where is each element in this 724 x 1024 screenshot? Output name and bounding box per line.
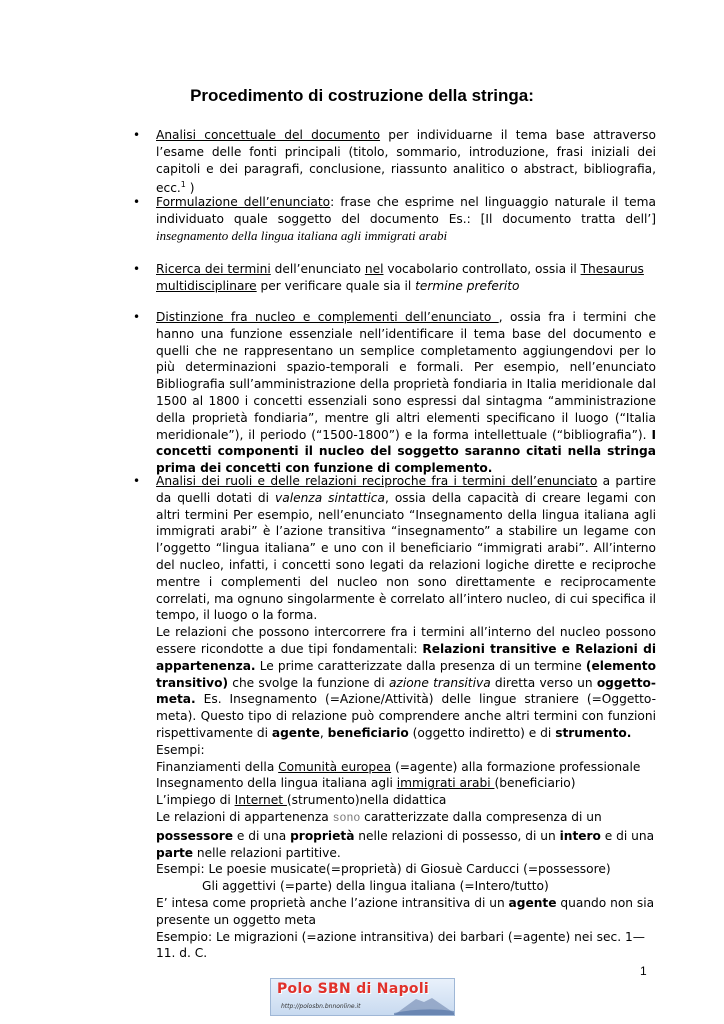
para-text: diretta verso un [490,675,597,690]
bullet: • [133,262,141,276]
example-text: Finanziamenti della [156,759,279,774]
logo-url: http://polosbn.bnnonline.it [281,1003,361,1010]
para-text: nelle relazioni di possesso, di un [354,828,560,843]
item-heading: Ricerca dei termini [156,262,271,276]
item-underlined-word: nel [364,262,384,276]
item-text: per individuarne il tema base attraverso l’esame delle fonti principali (titolo, sommario, introduzione, frasi iniziali dei capitoli e dei paragrafi, conclusione, riassunto analitico o abstract, bibliografia, ecc. [156,128,656,196]
item-text: , ossia fra i termini che hanno una funzione essenziale nell’identificare il tema base del documento e quelli che ne rappresentano un semplice completamento aggiungendovi per lo più determinazioni spazio-temporali e formali. Per esempio, nell’enunciato Bibliografia sull’amministrazione della proprietà fondiaria in Italia meridionale dal 1500 al 1800 i concetti essenziali sono espressi dal sintagma “amministrazione della proprietà fondiaria”, mentre gli altri elementi specificano il luogo (“Italia meridionale”), il periodo (“1500-1800”) e la forma intellettuale (“bibliografia”). [156,310,656,442]
example-text: (beneficiario) [494,776,576,791]
bullet: • [133,474,141,488]
para-text: Es. Insegnamento (=Azione/Attività) delle lingue straniere (=Oggetto-meta). Questo tipo di relazione può comprendere anche altri termini con funzioni rispettivamente di [156,692,656,740]
example-underlined: Internet [234,793,287,808]
para-text: nelle relazioni partitive. [193,845,341,860]
para-bold: parte [156,845,194,860]
item-text: dell’enunciato [270,262,365,276]
para-text: (oggetto indiretto) e di [408,725,556,740]
page-title: Procedimento di costruzione della stringa: [190,86,534,105]
bullet: • [133,310,141,324]
example-underlined: immigrati arabi [396,776,495,791]
example-text: (=agente) alla formazione professionale [391,759,641,774]
para-text: , [319,725,328,740]
footnote-ref: 1 [180,180,186,190]
item-italic: termine preferito [415,278,520,293]
list-item-distinzione [156,309,656,477]
example-line: Esempi: Le poesie musicate(=proprietà) di Giosuè Carducci (=possessore) [156,862,611,877]
para-text: Le relazioni che possono intercorrere fra i termini all’interno del nucleo possono essere ricondotte a due tipi fondamentali: [156,625,656,656]
example-line [156,792,656,809]
polo-sbn-logo [270,978,455,1016]
para-bold: proprietà [290,828,355,843]
list-item-analisi-concettuale [156,127,656,197]
relations-paragraph [156,624,656,742]
thesaurus-term: Thesaurus multidisciplinare [156,262,644,293]
example-line [156,775,656,792]
list-item-analisi-ruoli [156,473,656,962]
item-text: : frase che esprime nel linguaggio naturale il tema individuato quale soggetto del documento Es.: [Il documento tratta dell’] [156,195,656,226]
example-line [156,759,656,776]
para-bold: oggetto-meta. [156,675,656,707]
item-italic: valenza sintattica [275,490,385,505]
list-item-ricerca-termini [156,261,656,295]
bullet: • [133,128,141,142]
para-italic: azione transitiva [388,675,491,690]
item-heading: Analisi dei ruoli e delle relazioni reciproche fra i termini dell’enunciato [156,474,598,488]
para-bold: strumento. [555,725,632,740]
example-line: Esempio: Le migrazioni (=azione intransitiva) dei barbari (=agente) nei sec. 1—11. d. C. [156,929,645,961]
example-text: Insegnamento della lingua italiana agli [156,776,397,791]
example-text: L’impiego di [156,793,235,808]
item-text: per verificare quale sia il [256,278,416,293]
para-bold: agente [271,725,320,740]
para-text: e di una [233,828,291,843]
para-text: quando non sia presente un oggetto meta [156,895,655,927]
para-bold: possessore [156,828,234,843]
examples-label: Esempi: [156,742,205,757]
bullet: • [133,195,141,209]
page-number: 1 [640,964,647,978]
item-heading: Formulazione dell’enunciato [156,195,331,209]
item-text: a partire da quelli dotati di [156,474,657,505]
example-line: Gli aggettivi (=parte) della lingua italiana (=Intero/tutto) [202,879,549,894]
example-underlined: Comunità europea [278,759,392,774]
list-item-formulazione [156,194,656,244]
para-text: caratterizzate dalla compresenza di un [360,809,602,824]
para-bold: beneficiario [327,725,409,740]
para-text: Le relazioni di appartenenza [156,809,333,824]
para-bold: (elemento transitivo) [156,658,656,690]
item-heading: Analisi concettuale del documento [156,128,381,142]
para-bold: intero [559,828,601,843]
example-text: (strumento)nella didattica [286,793,447,808]
para-text: Le prime caratterizzate dalla presenza di un termine [255,658,586,673]
item-text-end: ) [185,181,195,196]
item-text: vocabolario controllato, ossia il [383,262,581,276]
item-heading: Distinzione fra nucleo e complementi dell’enunciato [156,310,499,324]
logo-text: Polo SBN di Napoli [277,981,430,997]
intransitive-paragraph [156,895,656,929]
para-bold: Relazioni transitive e Relazioni di appartenenza. [156,641,657,673]
para-text: e di una [600,828,655,843]
appartenenza-paragraph [156,809,656,861]
item-bold: I concetti componenti il nucleo del soggetto saranno citati nella stringa prima dei concetti con funzione di complemento. [156,427,656,476]
para-text: che svolge la funzione di [228,675,389,690]
item-italic: insegnamento della lingua italiana agli immigrati arabi [156,227,448,243]
para-mono: sono [332,811,361,825]
para-bold: agente [508,895,557,910]
item-text: , ossia della capacità di creare legami con altri termini Per esempio, nell’enunciato “Insegnamento della lingua italiana agli immigrati arabi” è l’azione transitiva “insegnamento” a stabilire un legame con l’oggetto “lingua italiana” e uno con il beneficiario “immigrati arabi”. All’interno del nucleo, infatti, i concetti sono legati da relazioni logiche dirette e reciproche mentre i complementi del nucleo non sono direttamente e reciprocamente correlati, ma ognuno singolarmente è correlato all’intero nucleo, di cui specifica il tempo, il luogo o la forma. [156,490,656,623]
para-text: E’ intesa come proprietà anche l’azione intransitiva di un [156,895,509,910]
